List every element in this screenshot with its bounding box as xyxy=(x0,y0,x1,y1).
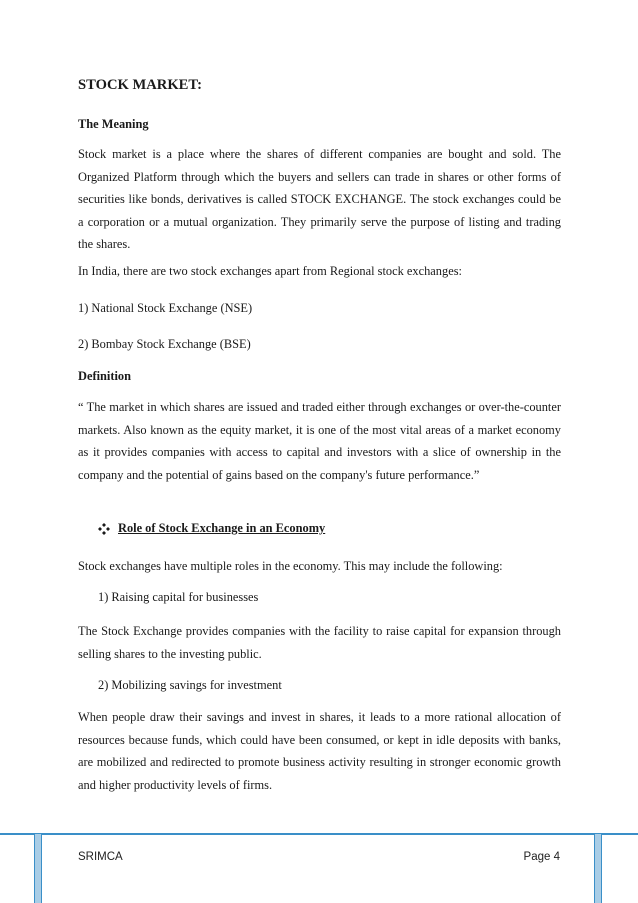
footer-bar-left xyxy=(34,834,42,903)
role-heading-text: Role of Stock Exchange in an Economy xyxy=(118,521,326,535)
role-2-paragraph: When people draw their savings and invest in shares, it leads to a more rational allocation of resources because funds, which could have been consumed, or kept in idle deposits with banks, are mobilized and redirected to promote business activity resulting in stronger economic growth and higher productivity levels of firms. xyxy=(78,710,561,792)
footer-institute: SRIMCA xyxy=(78,851,123,863)
exchange-item-bse: 2) Bombay Stock Exchange (BSE) xyxy=(78,337,251,351)
footer-page-number: Page 4 xyxy=(523,851,560,863)
role-intro: Stock exchanges have multiple roles in the economy. This may include the following: xyxy=(78,559,503,573)
footer-bar-right xyxy=(594,834,602,903)
page-title: STOCK MARKET: xyxy=(78,77,202,93)
role-1-paragraph: The Stock Exchange provides companies with the facility to raise capital for expansion through selling shares to the investing public. xyxy=(78,624,561,661)
meaning-paragraph: Stock market is a place where the shares of different companies are bought and sold. The Organized Platform through which the buyers and sellers can trade in shares or other forms of securities like bonds, derivatives is called STOCK EXCHANGE. The stock exchanges could be a corporation or a mutual organization. They primarily serve the purpose of listing and trading the shares. xyxy=(78,147,561,252)
meaning-heading: The Meaning xyxy=(78,117,149,131)
definition-paragraph: “ The market in which shares are issued and traded either through exchanges or over-the-counter markets. Also known as the equity market, it is one of the most vital areas of a market economy as it provides companies with access to capital and investors with a slice of ownership in the company and the potential of gains based on the company's future performance.” xyxy=(78,400,561,482)
footer-rule xyxy=(0,833,638,835)
exchange-item-nse: 1) National Stock Exchange (NSE) xyxy=(78,301,253,315)
role-2-title: 2) Mobilizing savings for investment xyxy=(98,678,282,692)
four-diamond-bullet-icon xyxy=(98,523,110,535)
role-heading xyxy=(98,521,325,536)
definition-heading: Definition xyxy=(78,369,132,383)
india-exchanges-intro: In India, there are two stock exchanges apart from Regional stock exchanges: xyxy=(78,264,462,278)
role-1-title: 1) Raising capital for businesses xyxy=(98,590,259,604)
